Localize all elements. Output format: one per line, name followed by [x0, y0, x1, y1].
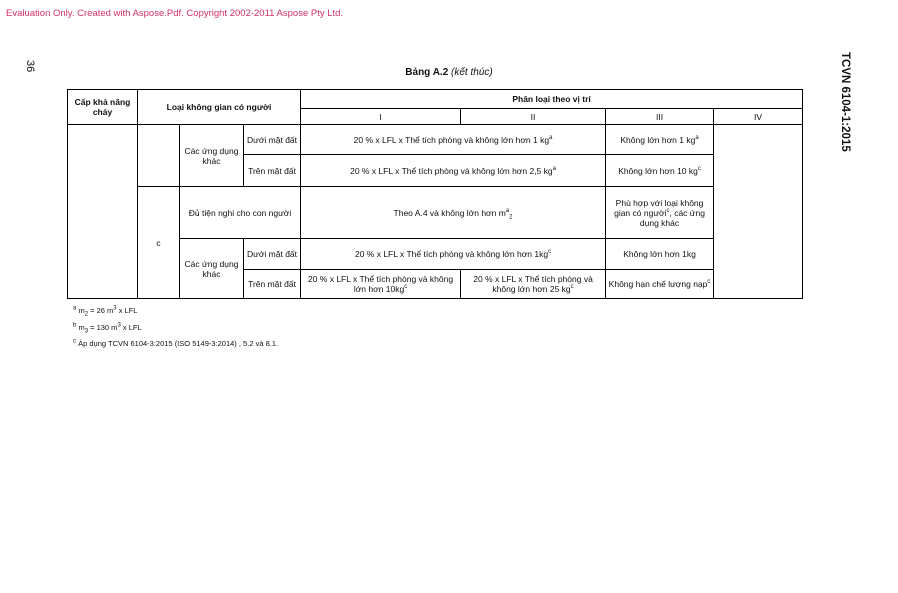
classification-table: [67, 89, 803, 299]
table-caption: [0, 67, 898, 78]
r5-location-type: Trên mặt đất: [244, 270, 301, 299]
header-location-IV: IV: [714, 109, 803, 125]
location-IV-cell: [714, 125, 803, 299]
table-header-row: [68, 90, 803, 109]
r4-limit-I-II: 20 % x LFL x Thể tích phòng và không lớn hơn $1kg^c$: [301, 239, 606, 270]
table-footnotes: [73, 303, 278, 353]
class-c-cell: c: [138, 187, 180, 299]
r3-label: Đủ tiện nghi cho con người: [180, 187, 301, 239]
r2-limit-I-II: 20 % x LFL x Thể tích phòng và không lớn hơn 2,5 $kg^a$: [301, 155, 606, 187]
r1-limit-III: Không lớn hơn 1 $kg^a$: [606, 125, 714, 155]
header-occupancy-type: Loại không gian có người: [138, 90, 301, 125]
header-location-III: III: [606, 109, 714, 125]
flammability-class-cell: [68, 125, 138, 299]
r1-location-type: Dưới mặt đất: [244, 125, 301, 155]
class-cell-upper: [138, 125, 180, 187]
table-row: [68, 187, 803, 239]
r4-limit-III: Không lớn hơn 1kg: [606, 239, 714, 270]
r5-limit-II: 20 % x LFL x Thể tích phòng và không lớn hơn 25 $kg^c$: [461, 270, 606, 299]
r1-limit-I-II: 20 % x LFL x Thể tích phòng và không lớn hơn 1 $kg^a$: [301, 125, 606, 155]
page-number: 36: [24, 60, 36, 73]
r3-limit-I-II: Theo A.4 và không lớn hơn $m^a_2$: [301, 187, 606, 239]
footnote-b: $^b$ $m_3 = 130$ $m^3$ x LFL: [73, 322, 142, 334]
r3-limit-III: Phù hợp với loại không gian có người$^c$, các ứng dụng khác: [606, 187, 714, 239]
table-row: [68, 125, 803, 155]
r4-location-type: Dưới mặt đất: [244, 239, 301, 270]
group2-label: Các ứng dụng khác: [180, 239, 244, 299]
footnote-a: $^a$ $m_2 = 26$ $m^3$ x LFL: [73, 305, 138, 318]
header-flammability-class: Cấp khả năng cháy: [68, 90, 138, 125]
footnote-c: $^c$ Áp dụng TCVN 6104-3:2015 (ISO 5149-3:2014) , 5.2 và 8.1.: [73, 338, 279, 348]
header-location-II: II: [461, 109, 606, 125]
header-location-I: I: [301, 109, 461, 125]
r5-limit-I: 20 % x LFL x Thể tích phòng và không lớn hơn $10kg^c$: [301, 270, 461, 299]
r5-limit-III: Không hạn chế lượng nạp$^c$: [606, 270, 714, 299]
watermark-text: Evaluation Only. Created with Aspose.Pdf. Copyright 2002-2011 Aspose Pty Ltd.: [6, 8, 344, 19]
caption-label: Bảng A.2: [405, 67, 449, 78]
header-location-classification: Phân loại theo vị trí: [301, 90, 803, 109]
group1-label: Các ứng dụng khác: [180, 125, 244, 187]
r2-location-type: Trên mặt đất: [244, 155, 301, 187]
standard-code: TCVN 6104-1:2015: [839, 52, 851, 152]
r2-limit-III: Không lớn hơn 10 $kg^c$: [606, 155, 714, 187]
caption-suffix: (kết thúc): [451, 67, 493, 78]
